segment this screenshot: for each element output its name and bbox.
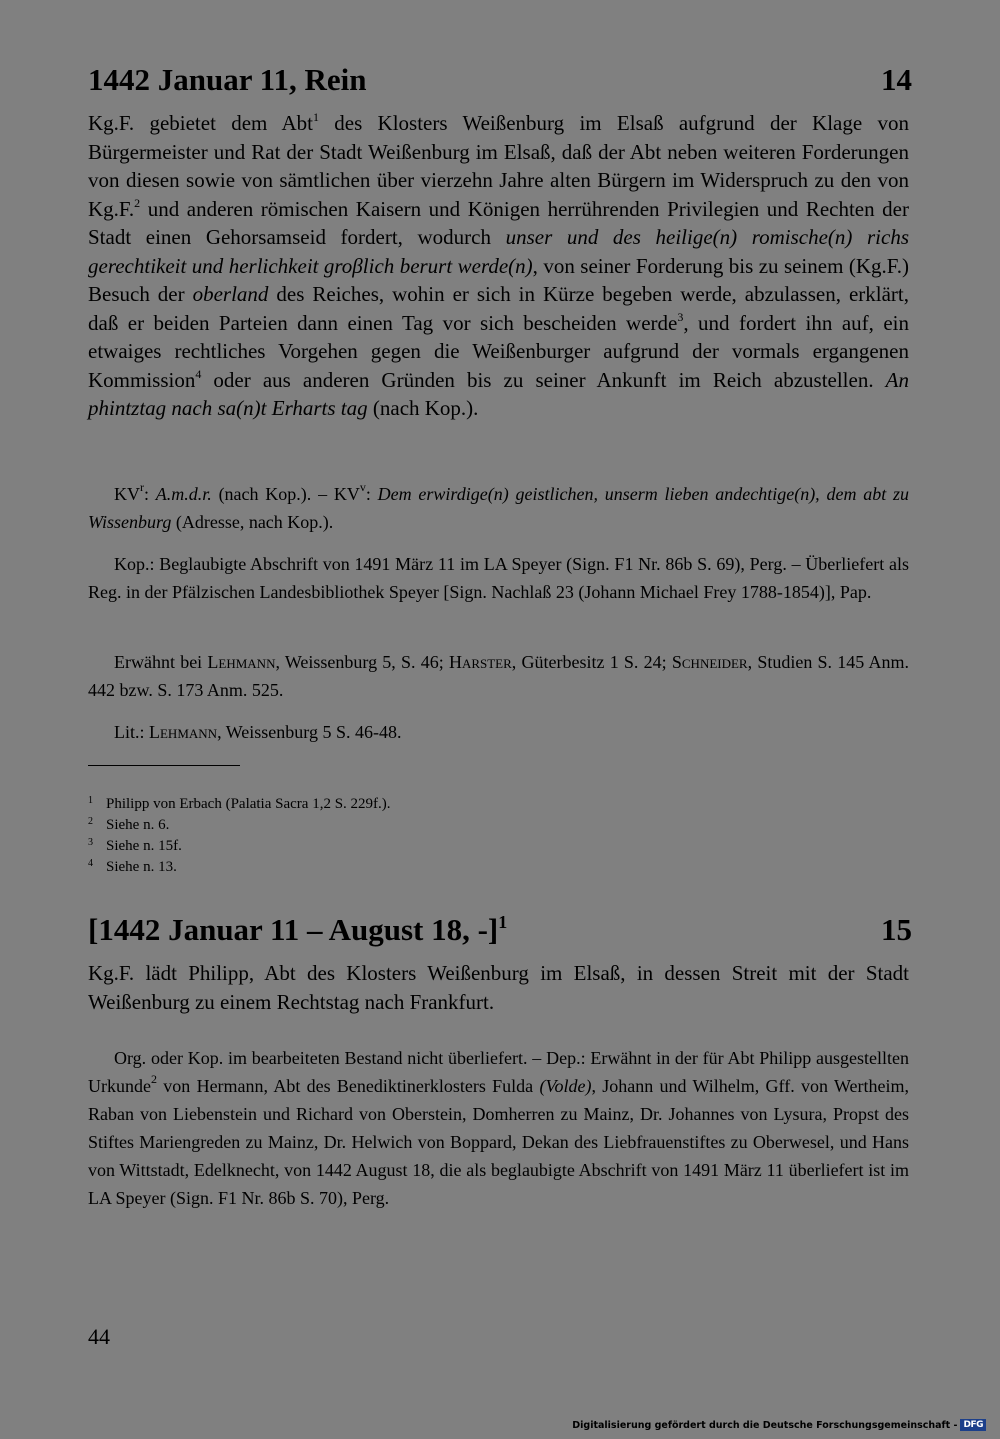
summary-text: des Reiches, wohin er sich in Kürze begeben werde, abzulassen, erklärt, daß er beiden Parteien dann einen Tag vor sich bescheiden werde <box>88 282 909 335</box>
footnote-text: Siehe n. 6. <box>106 817 170 833</box>
erw-text: , Weissenburg 5, S. 46; <box>275 652 449 672</box>
footnote-text: Siehe n. 13. <box>106 859 177 875</box>
footnote-text: Philipp von Erbach (Palatia Sacra 1,2 S. 229f.). <box>106 796 391 812</box>
footnote-ref[interactable]: 2 <box>134 195 141 210</box>
org-text: von Hermann, Abt des Benediktinerklosters Fulda <box>156 1076 540 1096</box>
footnote-ref[interactable]: 1 <box>498 912 508 932</box>
entry-14-erwaehnt <box>88 648 909 704</box>
dfg-credit <box>572 1419 986 1431</box>
kv-text: (Adresse, nach Kop.). <box>171 512 334 532</box>
kv-quote: Dem erwirdige(n) geistlichen, unserm lieben andechtige(n), dem abt zu Wissenburg <box>88 484 909 532</box>
entry-14-summary <box>88 109 909 423</box>
org-text: , Johann und Wilhelm, Gff. von Wertheim, Raban von Liebenstein und Richard von Oberstein, Domherren zu Mainz, Dr. Johannes von Lysura, Propst des Stiftes Mariengreden zu Mainz, Dr. Helwich von Boppard, Dekan des Liebfrauenstiftes zu Oberwesel, und Hans von Wittstadt, Edelknecht, von 1442 August 18, die als beglaubigte Abschrift von 1491 März 11 überliefert ist im LA Speyer (Sign. F1 Nr. 86b S. 70), Perg. <box>88 1076 909 1208</box>
footnote-item <box>88 857 688 878</box>
summary-text: , von seiner Forderung bis zu seinem (Kg.F.) Besuch der <box>88 253 910 306</box>
org-text: Org. oder Kop. im bearbeiteten Bestand nicht überliefert. – Dep.: Erwähnt in der für Abt Philipp ausgestellten Urkunde <box>88 1048 909 1096</box>
entry-15-number: 15 <box>881 912 912 947</box>
footnote-divider <box>88 765 240 766</box>
entry-15-date-wrap <box>88 912 507 948</box>
entry-15-heading <box>88 912 912 948</box>
kv-sup: v <box>359 480 366 494</box>
entry-14-number: 14 <box>881 62 912 97</box>
kop-text: Kop.: Beglaubigte Abschrift von 1491 März 11 im LA Speyer (Sign. F1 Nr. 86b S. 69), Perg. – Überliefert als Reg. in der Pfälzischen Landesbibliothek Speyer [Sign. Nachlaß 23 (Johann Michael Frey 1788-1854)], Pap. <box>88 554 909 602</box>
footnote-number: 3 <box>88 837 93 848</box>
author-name: Schneider <box>671 652 748 672</box>
kv-text: : <box>365 484 378 504</box>
footnote-ref[interactable]: 4 <box>195 366 202 381</box>
page-number: 44 <box>88 1324 110 1349</box>
erw-text: , Güterbesitz 1 S. 24; <box>511 652 672 672</box>
summary-text: , und fordert ihn auf, ein etwaiges rechtliches Vorgehen gegen die Weißenburger aufgrund der vormals ergangenen Kommission <box>88 310 909 392</box>
summary-text: oder aus anderen Gründen bis zu seiner Ankunft im Reich abzustellen. <box>201 367 886 392</box>
footnote-number: 4 <box>88 858 93 869</box>
quoted-text: An phintztag nach sa(n)t Erharts tag <box>88 367 909 420</box>
entry-15-date: [1442 Januar 11 – August 18, -] <box>88 912 499 947</box>
summary-text: Kg.F. lädt Philipp, Abt des Klosters Weißenburg im Elsaß, in dessen Streit mit der Stadt Weißenburg zu einem Rechtstag nach Frankfurt. <box>88 961 909 1014</box>
entry-14-date: 1442 Januar 11, Rein <box>88 62 367 97</box>
author-name: Lehmann <box>149 722 218 742</box>
author-name: Lehmann <box>207 652 276 672</box>
quoted-text: oberland <box>192 282 269 306</box>
footnote-ref[interactable]: 2 <box>150 1072 157 1086</box>
summary-text: Kg.F. gebietet dem Abt <box>88 111 313 135</box>
footnote-number: 1 <box>88 795 93 806</box>
footnote-ref[interactable]: 3 <box>677 309 684 324</box>
summary-text: und anderen römischen Kaisern und Königen herrührenden Privilegien und Rechten der Stadt einen Gehorsamseid fordert, wodurch <box>88 196 909 249</box>
kv-quote: A.m.d.r. <box>155 484 212 504</box>
footnote-number: 2 <box>88 816 93 827</box>
org-quote: (Volde) <box>539 1076 592 1096</box>
footnote-item <box>88 794 688 815</box>
kv-text: (nach Kop.). – KV <box>211 484 360 504</box>
entry-14-heading <box>88 62 912 98</box>
lit-text: Lit.: <box>114 722 149 742</box>
erw-text: Erwähnt bei <box>114 652 208 672</box>
footnote-text: Siehe n. 15f. <box>106 838 182 854</box>
kv-text: KV <box>114 484 140 504</box>
summary-text: (nach Kop.). <box>367 396 479 420</box>
footnote-ref[interactable]: 1 <box>312 110 319 124</box>
entry-14-kv <box>88 480 909 536</box>
footnote-item <box>88 836 688 857</box>
author-name: Harster <box>448 652 512 672</box>
entry-14-kop <box>88 550 909 606</box>
kv-sup: r <box>140 480 144 494</box>
quoted-text: unser und des heilige(n) romische(n) richs gerechtikeit und herlichkeit groβlich berurt werde(n) <box>88 225 909 278</box>
footnotes <box>88 794 688 878</box>
summary-text: des Klosters Weißenburg im Elsaß aufgrund der Klage von Bürgermeister und Rat der Stadt Weißenburg im Elsaß, daß der Abt neben weiteren Forderungen von diesen sowie von sämtlichen über vierzehn Jahre alten Bürgern im Widerspruch zu den von Kg.F. <box>88 111 909 221</box>
lit-text: , Weissenburg 5 S. 46-48. <box>217 722 402 742</box>
erw-text: , Studien S. 145 Anm. 442 bzw. S. 173 Anm. 525. <box>88 652 909 700</box>
footnote-item <box>88 815 688 836</box>
entry-14-lit <box>88 718 909 746</box>
kv-text: : <box>144 484 156 504</box>
dfg-logo: DFG <box>960 1419 986 1431</box>
entry-15-org <box>88 1044 909 1212</box>
dfg-credit-text: Digitalisierung gefördert durch die Deutsche Forschungsgemeinschaft - <box>572 1419 958 1431</box>
entry-15-summary <box>88 959 909 1016</box>
